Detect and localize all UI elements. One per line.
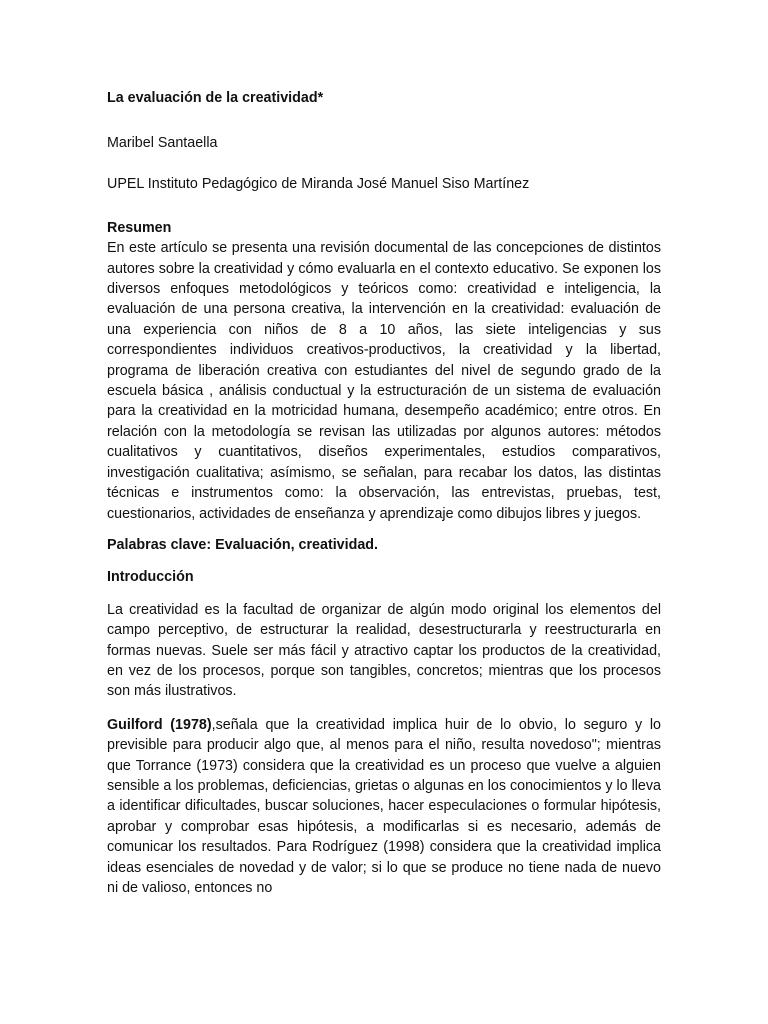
document-title: La evaluación de la creatividad* bbox=[107, 90, 324, 106]
keywords-line: Palabras clave: Evaluación, creatividad. bbox=[107, 536, 378, 553]
introduction-heading: Introducción bbox=[107, 569, 194, 586]
guilford-paragraph bbox=[107, 715, 661, 899]
introduction-paragraph: La creatividad es la facultad de organizar de algún modo original los elementos del campo perceptivo, de estructurar la realidad, desestructurarla y reestructurarla en formas nuevas. Suele ser más fácil y atractivo captar los productos de la creatividad, en vez de los procesos, porque son tangibles, concretos; mientras que los procesos son más ilustrativos. bbox=[107, 601, 661, 700]
guilford-citation: Guilford (1978) bbox=[107, 716, 212, 733]
document-page bbox=[107, 88, 661, 898]
author-name: Maribel Santaella bbox=[107, 135, 218, 151]
author-affiliation: UPEL Instituto Pedagógico de Miranda José Manuel Siso Martínez bbox=[107, 176, 530, 193]
abstract-heading: Resumen bbox=[107, 219, 172, 236]
abstract-paragraph: En este artículo se presenta una revisión documental de las concepciones de distintos autores sobre la creatividad y cómo evaluarla en el contexto educativo. Se exponen los diversos enfoques metodológicos y teóricos como: creatividad e inteligencia, la evaluación de una persona creativa, la intervención en la creatividad: evaluación de una experiencia con niños de 8 a 10 años, las siete inteligencias y sus correspondientes individuos creativos-productivos, la creatividad y la libertad, programa de liberación creativa con estudiantes del nivel de segundo grado de la escuela básica , análisis conductual y la estructuración de un sistema de evaluación para la creatividad en la motricidad humana, desempeño académico; entre otros. En relación con la metodología se revisan las utilizadas por algunos autores: métodos cualitativos y cuantitativos, diseños experimentales, estudios comparativos, investigación cualitativa; asímismo, se señalan, para recabar los datos, las distintas técnicas e instrumentos como: la observación, las entrevistas, pruebas, test, cuestionarios, actividades de enseñanza y aprendizaje como dibujos libres y juegos. bbox=[107, 240, 661, 522]
guilford-paragraph-text: ,señala que la creatividad implica huir de lo obvio, lo seguro y lo previsible para producir algo que, al menos para el niño, resulta novedoso"; mientras que Torrance (1973) considera que la creatividad es un proceso que vuelve a alguien sensible a los problemas, deficiencias, grietas o algunas en los conocimientos y lo lleva a identificar dificultades, buscar soluciones, hacer especulaciones o formular hipótesis, aprobar y comprobar esas hipótesis, a modificarlas si es necesario, además de comunicar los resultados. Para Rodríguez (1998) considera que la creatividad implica ideas esenciales de novedad y de valor; si lo que se produce no tiene nada de nuevo ni de valioso, entonces no bbox=[107, 716, 662, 896]
